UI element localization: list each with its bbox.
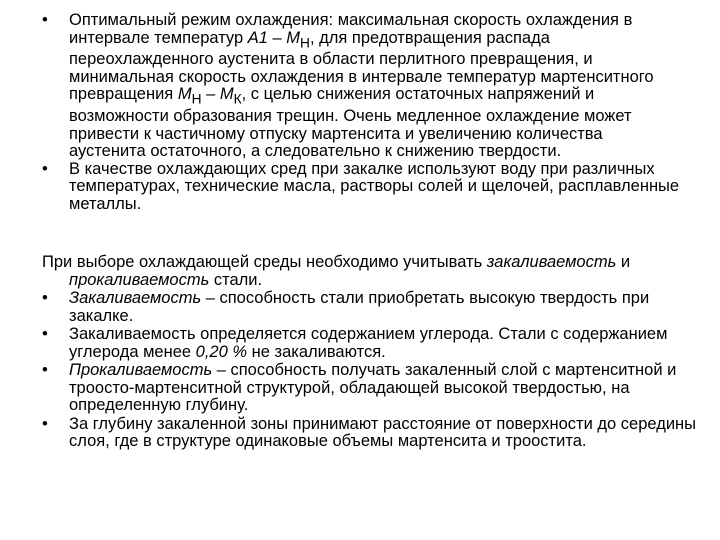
text-carbon-content — [69, 325, 667, 361]
hardenability-list — [42, 290, 702, 451]
subscript-n: Н — [300, 34, 310, 50]
bullet-icon: • — [42, 11, 48, 29]
text-prokalivaemost-def — [69, 361, 676, 414]
term-prokalivaemost: Прокаливаемость — [69, 361, 213, 379]
formula-m: М — [177, 85, 192, 104]
bullet-icon: • — [42, 414, 48, 433]
text-segment: и — [616, 253, 631, 271]
text-segment: – способность получать закаленный слой с мартенситной и троосто-мартенситной структурой, обладающей высокой твердостью, на определенную глубину. — [69, 361, 677, 414]
list-item-hardened-depth — [42, 416, 702, 451]
bullet-icon: • — [42, 325, 48, 343]
subscript-k: К — [233, 91, 242, 107]
text-zakalivaemost-def — [69, 289, 649, 325]
bullet-icon: • — [42, 361, 48, 379]
text-segment: Оптимальный режим охлаждения: максимальная скорость охлаждения в интервале температур — [69, 11, 633, 47]
list-item-optimal-cooling — [42, 12, 682, 161]
text-segment: При выборе охлаждающей среды необходимо учитывать — [42, 253, 487, 271]
bullet-icon: • — [42, 289, 48, 307]
formula-a1-mn: А1 – М — [247, 28, 301, 47]
term-zakalivaemost: Закаливаемость — [69, 289, 202, 307]
lead-paragraph — [42, 254, 702, 289]
text-cooling-media: В качестве охлаждающих сред при закалке используют воду при различных температурах, технические масла, растворы солей и щелочей, расплавленные металлы. — [69, 159, 680, 213]
cooling-regime-list — [42, 12, 682, 213]
text-optimal-cooling — [69, 11, 654, 160]
bullet-icon: • — [42, 159, 48, 178]
list-item-prokalivaemost-def — [42, 362, 702, 415]
text-segment: , для предотвращения распада переохлажденного аустенита в области перлитного превращения, и минимальная скорость охлаждения в интервале температур мартенситного превращения — [69, 28, 654, 104]
text-hardened-depth: За глубину закаленной зоны принимают расстояние от поверхности до середины слоя, где в структуре одинаковые объемы мартенсита и троостита. — [69, 414, 697, 450]
term-prokalivaemost: прокаливаемость — [69, 270, 210, 289]
text-segment: Закаливаемость определяется содержанием углерода. Стали с содержанием углерода менее — [69, 325, 668, 361]
list-item-carbon-content — [42, 326, 702, 361]
text-segment: стали. — [209, 270, 263, 289]
term-zakalivaemost: закаливаемость — [486, 253, 617, 271]
list-item-zakalivaemost-def — [42, 290, 702, 325]
subscript-n: Н — [191, 91, 202, 107]
value-carbon-threshold: 0,20 % — [195, 342, 248, 361]
text-segment: – способность стали приобретать высокую твердость при закалке. — [69, 289, 650, 325]
hardenability-section — [42, 254, 702, 452]
text-segment: не закаливаются. — [247, 342, 386, 361]
list-item-cooling-media — [42, 161, 682, 214]
formula-mk: – М — [201, 85, 234, 104]
text-segment: , с целью снижения остаточных напряжений и возможности образования трещин. Очень медленное охлаждение может привести к частичному отпуску мартенсита и увеличению количества аустенита остаточного, а следовательно к снижению твердости. — [69, 85, 632, 161]
